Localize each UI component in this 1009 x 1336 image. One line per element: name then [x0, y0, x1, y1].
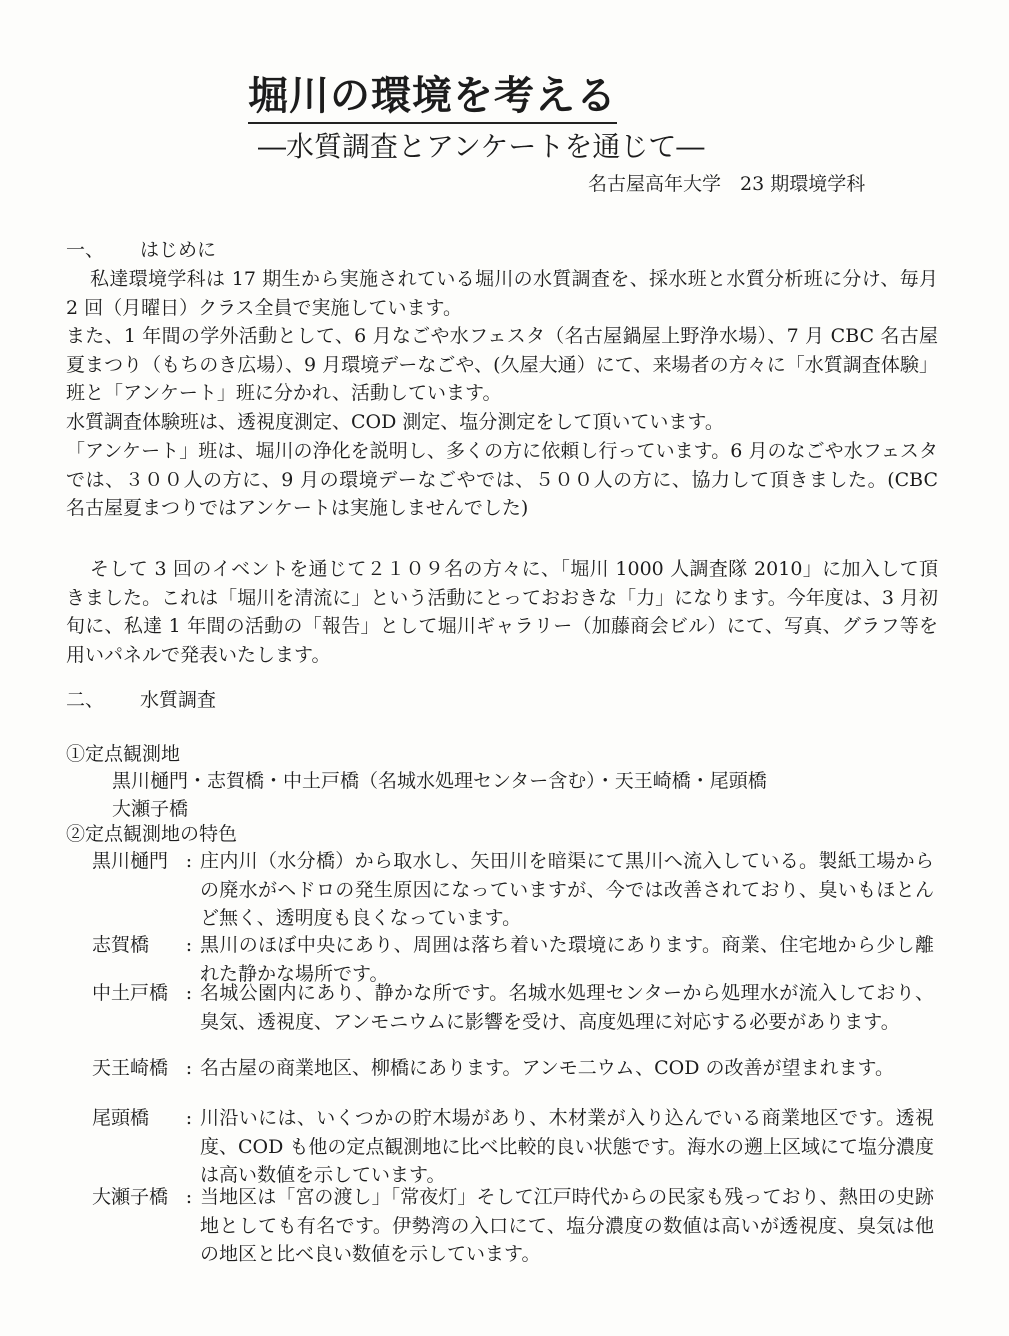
feature-name: 志賀橋	[92, 934, 150, 956]
feature-text: 黒川のほぼ中央にあり、周囲は落ち着いた環境にあります。商業、住宅地から少し離れた静かな場所です。	[200, 934, 934, 985]
feature-name: 黒川樋門	[92, 850, 169, 872]
feature-text: 名城公園内にあり、静かな所です。名城水処理センターから処理水が流入しており、臭気、透視度、アンモニウムに影響を受け、高度処理に対応する必要があります。	[200, 982, 934, 1033]
section-1-title: はじめに	[140, 239, 217, 261]
section-1-paragraph-1: 私達環境学科は 17 期生から実施されている堀川の水質調査を、採水班と水質分析班に分け、毎月 2 回（月曜日）クラス全員で実施しています。	[66, 268, 938, 319]
feature-item-kurokawa-himon	[92, 847, 934, 933]
feature-name: 天王崎橋	[92, 1057, 169, 1079]
section-1-paragraph-2: また、1 年間の学外活動として、6 月なごや水フェスタ（名古屋鍋屋上野浄水場）、7 月 CBC 名古屋夏まつり（もちのき広場）、9 月環境デーなごや、(久屋大通）にて、来場者の方々に「水質調査体験」班と「アンケート」班に分かれ、活動しています。	[66, 325, 938, 404]
feature-item-tennozakibashi	[92, 1054, 934, 1083]
observation-points-list	[112, 767, 932, 823]
feature-colon: :	[185, 1057, 193, 1079]
feature-name: 尾頭橋	[92, 1107, 150, 1129]
feature-text: 庄内川（水分橋）から取水し、矢田川を暗渠にて黒川へ流入している。製紙工場からの廃水がヘドロの発生原因になっていますが、今では改善されており、臭いもほとんど無く、透明度も良くなっています。	[200, 850, 934, 929]
feature-name: 中土戸橋	[92, 982, 169, 1004]
section-2-heading	[66, 686, 216, 714]
section-1-paragraph-4: 「アンケート」班は、堀川の浄化を説明し、多くの方に依頼し行っています。6 月のなごや水フェスタでは、３００人の方に、9 月の環境デーなごやでは、５００人の方に、協力して頂きました。(CBC 名古屋夏まつりではアンケートは実施しませんでした)	[66, 440, 938, 519]
feature-item-osekobashi	[92, 1183, 934, 1269]
feature-name: 大瀬子橋	[92, 1186, 169, 1208]
feature-colon: :	[185, 934, 193, 956]
feature-item-nakadobashi	[92, 979, 934, 1036]
feature-colon: :	[185, 850, 193, 872]
feature-item-ottobashi	[92, 1104, 934, 1190]
section-2-title: 水質調査	[140, 689, 217, 711]
document-subtitle: ―水質調査とアンケートを通じて―	[258, 130, 705, 163]
document-title: 堀川の環境を考える	[248, 70, 617, 124]
section-1-number: 一、	[66, 239, 105, 261]
features-heading: ②定点観測地の特色	[66, 823, 238, 845]
section-1-paragraph-3: 水質調査体験班は、透視度測定、COD 測定、塩分測定をして頂いています。	[66, 411, 724, 433]
feature-text: 川沿いには、いくつかの貯木場があり、木材業が入り込んでいる商業地区です。透視度、COD も他の定点観測地に比べ比較的良い状態です。海水の遡上区域にて塩分濃度は高い数値を示しています。	[200, 1107, 934, 1186]
feature-text: 当地区は「宮の渡し」「常夜灯」そして江戸時代からの民家も残っており、熱田の史跡地としても有名です。伊勢湾の入口にて、塩分濃度の数値は高いが透視度、臭気は他の地区と比べ良い数値を示しています。	[200, 1186, 934, 1265]
document-author: 名古屋高年大学 23 期環境学科	[588, 173, 866, 195]
section-1-heading	[66, 236, 216, 264]
section-1-paragraph-5: そして 3 回のイベントを通じて２１０９名の方々に、「堀川 1000 人調査隊 2010」に加入して頂きました。これは「堀川を清流に」という活動にとっておおきな「力」になります。今年度は、3 月初旬に、私達 1 年間の活動の「報告」として堀川ギャラリー（加藤商会ビル）にて、写真、グラフ等を用いパネルで発表いたします。	[66, 558, 938, 666]
observation-points-line-2: 大瀬子橋	[112, 798, 189, 820]
feature-text: 名古屋の商業地区、柳橋にあります。アンモ二ウム、COD の改善が望まれます。	[200, 1057, 894, 1079]
observation-points-heading: ①定点観測地	[66, 743, 181, 765]
feature-colon: :	[185, 1186, 193, 1208]
section-2-number: 二、	[66, 689, 105, 711]
feature-colon: :	[185, 982, 193, 1004]
feature-colon: :	[185, 1107, 193, 1129]
observation-points-line-1: 黒川樋門・志賀橋・中土戸橋（名城水処理センター含む）・天王崎橋・尾頭橋	[112, 770, 767, 792]
